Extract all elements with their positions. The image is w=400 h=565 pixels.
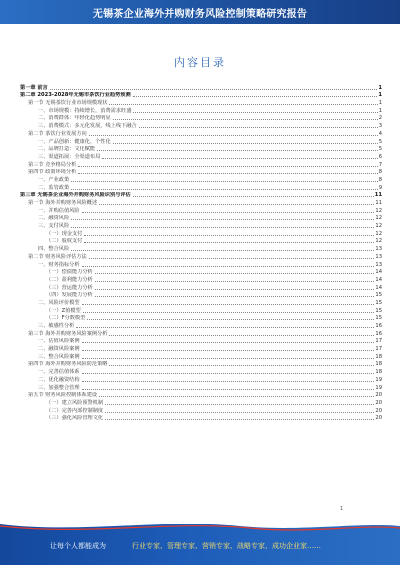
toc-entry[interactable] — [20, 199, 382, 207]
toc-entry-page: 15 — [375, 315, 382, 322]
toc-leader-dots — [78, 166, 377, 167]
toc-leader-dots — [89, 258, 375, 259]
toc-entry[interactable] — [20, 176, 382, 184]
toc-entry[interactable] — [20, 415, 382, 423]
toc-entry[interactable] — [20, 353, 382, 361]
toc-leader-dots — [82, 266, 375, 267]
toc-entry-title: 一、产业政策 — [38, 176, 70, 183]
toc-leader-dots — [109, 104, 377, 105]
toc-entry-page: 17 — [375, 338, 382, 345]
toc-entry-page: 15 — [375, 307, 382, 314]
toc-entry-page: 5 — [378, 146, 382, 153]
toc-leader-dots — [105, 419, 374, 420]
toc-entry[interactable] — [20, 169, 382, 177]
toc-entry-page: 17 — [375, 346, 382, 353]
toc-entry[interactable] — [20, 192, 382, 200]
toc-entry-title: 第二节 财务风险评估方法 — [28, 253, 87, 260]
toc-entry-page: 20 — [375, 415, 382, 422]
toc-entry-page: 19 — [375, 376, 382, 383]
toc-entry-title: （四）发展能力分析 — [46, 292, 93, 299]
toc-entry-title: 三、渠道拓展：全渠道布局 — [38, 153, 101, 160]
toc-leader-dots — [99, 204, 374, 205]
toc-entry[interactable] — [20, 238, 382, 246]
toc-entry-page: 12 — [375, 230, 382, 237]
toc-entry[interactable] — [20, 107, 382, 115]
toc-entry-title: 二、优化融资结构 — [38, 376, 80, 383]
toc-leader-dots — [97, 150, 378, 151]
toc-entry-title: （二）盈利能力分析 — [46, 276, 93, 283]
toc-entry[interactable] — [20, 284, 382, 292]
toc-entry[interactable] — [20, 253, 382, 261]
toc-entry-title: 第四节 海外并购财务风险防范策略 — [28, 361, 108, 368]
toc-entry[interactable] — [20, 361, 382, 369]
toc-leader-dots — [82, 212, 375, 213]
footer-slogan-right: 行业专家、管理专家、营销专家、战略专家、成功企业家…… — [132, 542, 321, 550]
toc-entry-title: （三）营运能力分析 — [46, 284, 93, 291]
toc-entry[interactable] — [20, 130, 382, 138]
toc-entry[interactable] — [20, 392, 382, 400]
toc-entry-title: 二、品牌打造：文化赋能 — [38, 146, 96, 153]
footer-banner — [0, 524, 400, 565]
toc-entry-page: 20 — [375, 392, 382, 399]
toc-entry-page: 1 — [378, 100, 382, 107]
toc-leader-dots — [82, 304, 375, 305]
toc-leader-dots — [71, 181, 378, 182]
toc-entry-title: 二、消费群体：年轻化趋势明显 — [38, 115, 111, 122]
toc-entry-page: 6 — [378, 153, 382, 160]
toc-entry-title: 二、风险评价模型 — [38, 299, 80, 306]
toc-entry[interactable] — [20, 161, 382, 169]
toc-entry[interactable] — [20, 230, 382, 238]
toc-entry-page: 18 — [375, 353, 382, 360]
toc-entry[interactable] — [20, 292, 382, 300]
toc-entry[interactable] — [20, 269, 382, 277]
toc-leader-dots — [133, 96, 378, 97]
toc-leader-dots — [133, 196, 374, 197]
toc-leader-dots — [105, 404, 374, 405]
toc-entry[interactable] — [20, 307, 382, 315]
toc-entry-page: 2 — [378, 115, 382, 122]
toc-entry-page: 13 — [375, 253, 382, 260]
toc-leader-dots — [71, 250, 374, 251]
toc-entry[interactable] — [20, 384, 382, 392]
toc-entry-title: 第五节 财务风险控制体系建设 — [28, 392, 98, 399]
toc-entry[interactable] — [20, 92, 382, 100]
toc-entry-page: 14 — [375, 269, 382, 276]
toc-entry-title: （一）偿债能力分析 — [46, 269, 93, 276]
toc-entry-page: 13 — [375, 261, 382, 268]
toc-entry[interactable] — [20, 222, 382, 230]
toc-entry-page: 16 — [375, 330, 382, 337]
toc-entry-page: 7 — [378, 161, 382, 168]
toc-entry-page: 16 — [375, 323, 382, 329]
toc-entry[interactable] — [20, 245, 382, 253]
toc-entry-title: （二）股权支付 — [46, 238, 83, 245]
toc-entry[interactable] — [20, 330, 382, 338]
toc-leader-dots — [95, 289, 375, 290]
toc-entry-title: 三、敏感性分析 — [38, 323, 75, 329]
toc-entry[interactable] — [20, 376, 382, 384]
toc-entry-title: 第一节 无锡茶饮行业市场规模现状 — [28, 100, 108, 107]
toc-entry-page: 12 — [375, 207, 382, 214]
toc-entry-page: 18 — [375, 369, 382, 376]
toc-entry[interactable] — [20, 84, 382, 92]
toc-entry-title: （二）完善内部控制制度 — [46, 407, 104, 414]
toc-entry[interactable] — [20, 399, 382, 407]
toc-entry-page: 20 — [375, 407, 382, 414]
toc-leader-dots — [109, 335, 374, 336]
toc-entry-title: 三、加强整合管理 — [38, 384, 80, 391]
toc-entry[interactable] — [20, 138, 382, 146]
footer-slogan-left: 让每个人都能成为 — [50, 542, 106, 550]
toc-entry-title: 第二节 茶饮行业发展方向 — [28, 130, 87, 137]
toc-leader-dots — [82, 381, 375, 382]
toc-leader-dots — [133, 112, 377, 113]
toc-leader-dots — [50, 89, 378, 90]
toc-entry-title: 三、整合风险案例 — [38, 353, 80, 360]
toc-entry-title: 四、整合风险 — [38, 246, 70, 253]
toc-entry[interactable] — [20, 345, 382, 353]
toc-entry-page: 8 — [378, 169, 382, 176]
toc-entry-title: （一）建立风险预警机制 — [46, 399, 104, 406]
toc-leader-dots — [71, 227, 374, 228]
toc-entry-page: 12 — [375, 223, 382, 230]
toc-leader-dots — [71, 189, 378, 190]
toc-leader-dots — [102, 158, 377, 159]
toc-entry-page: 1 — [378, 107, 382, 114]
toc-entry[interactable] — [20, 99, 382, 107]
toc-leader-dots — [83, 312, 375, 313]
toc-entry[interactable] — [20, 299, 382, 307]
toc-entry-page: 12 — [375, 215, 382, 222]
toc-entry-title: 第一章 前言 — [20, 84, 48, 91]
toc-entry[interactable] — [20, 407, 382, 415]
toc-entry-title: （一）Z值模型 — [46, 307, 81, 314]
toc-entry-title: 第四节 政策环境分析 — [28, 169, 77, 176]
toc-entry-page: 13 — [375, 246, 382, 253]
toc-leader-dots — [82, 373, 375, 374]
toc-entry-page: 11 — [375, 200, 382, 206]
toc-entry-page: 19 — [375, 384, 382, 391]
toc-entry[interactable] — [20, 368, 382, 376]
toc-entry[interactable] — [20, 322, 382, 330]
toc-entry[interactable] — [20, 338, 382, 346]
toc-entry-page: 18 — [375, 361, 382, 368]
toc-entry-page: 5 — [378, 138, 382, 145]
toc-entry-title: 第三节 竞争格局分析 — [28, 161, 77, 168]
toc-entry-page: 15 — [375, 299, 382, 306]
toc-entry[interactable] — [20, 276, 382, 284]
toc-entry-title: 第二章 2023-2028年无锡市茶饮行业趋势预测 — [20, 92, 131, 99]
toc-leader-dots — [95, 296, 375, 297]
toc-entry[interactable] — [20, 184, 382, 192]
toc-entry-title: 二、监管政策 — [38, 184, 70, 191]
toc-entry[interactable] — [20, 146, 382, 154]
toc-leader-dots — [84, 242, 374, 243]
toc-leader-dots — [95, 273, 375, 274]
footer-wave-decoration — [0, 524, 400, 536]
toc-entry-page: 15 — [375, 292, 382, 299]
toc-entry-page: 20 — [375, 399, 382, 406]
toc-leader-dots — [87, 319, 374, 320]
toc-entry-title: 三、支付风险 — [38, 223, 70, 230]
toc-entry-title: 一、财务指标分析 — [38, 261, 80, 268]
toc-entry-page: 8 — [378, 176, 382, 183]
toc-entry[interactable] — [20, 122, 382, 130]
page-title: 内容目录 — [174, 56, 226, 69]
toc-leader-dots — [139, 127, 378, 128]
toc-entry-title: 一、市场规模：持续增长，消费需求旺盛 — [38, 107, 132, 114]
toc-leader-dots — [109, 365, 374, 366]
toc-entry-page: 14 — [375, 276, 382, 283]
page-number: 1 — [340, 506, 344, 512]
toc-entry-page: 4 — [378, 130, 382, 137]
toc-leader-dots — [95, 281, 375, 282]
toc-entry-page: 3 — [378, 123, 382, 130]
toc-entry-page: 12 — [375, 238, 382, 245]
toc-entry-title: 第三章 无锡茶企业海外并购财务风险识别与评估 — [20, 192, 131, 199]
toc-entry-title: 二、融资风险案例 — [38, 346, 80, 353]
toc-leader-dots — [113, 143, 378, 144]
toc-entry-title: 第一节 海外并购财务风险概述 — [28, 200, 98, 206]
toc-entry[interactable] — [20, 215, 382, 223]
toc-entry[interactable] — [20, 115, 382, 123]
toc-entry-title: 第三节 海外并购财务风险案例分析 — [28, 330, 108, 337]
toc-entry[interactable] — [20, 153, 382, 161]
toc-entry-page: 11 — [374, 192, 382, 199]
toc-leader-dots — [82, 342, 375, 343]
toc-entry-page: 14 — [375, 284, 382, 291]
toc-leader-dots — [99, 396, 374, 397]
toc-entry-title: 二、融资风险 — [38, 215, 70, 222]
toc-leader-dots — [71, 219, 374, 220]
toc-leader-dots — [82, 358, 375, 359]
report-title: 无锡茶企业海外并购财务风险控制策略研究报告 — [92, 8, 308, 20]
toc-entry-title: 三、消费模式：多元化发展，线上线下融合 — [38, 123, 137, 130]
toc-entry-title: （一）现金支付 — [46, 230, 83, 237]
toc-entry-title: 一、完善估值体系 — [38, 369, 80, 376]
toc-entry-title: 一、估值风险案例 — [38, 338, 80, 345]
toc-leader-dots — [89, 135, 378, 136]
toc-entry-title: （三）强化风险管理文化 — [46, 415, 104, 422]
toc-entry-title: 一、并购估值风险 — [38, 207, 80, 214]
toc-leader-dots — [105, 412, 374, 413]
toc-leader-dots — [82, 389, 375, 390]
report-header-bar — [0, 0, 400, 24]
toc-leader-dots — [113, 119, 378, 120]
toc-entry[interactable] — [20, 207, 382, 215]
toc-leader-dots — [84, 235, 374, 236]
toc-entry-page: 1 — [378, 84, 382, 91]
table-of-contents — [20, 84, 382, 422]
toc-entry-page: 1 — [378, 92, 382, 99]
toc-leader-dots — [78, 173, 377, 174]
toc-entry-title: 一、产品创新：健康化、个性化 — [38, 138, 111, 145]
toc-leader-dots — [82, 350, 375, 351]
toc-entry[interactable] — [20, 315, 382, 323]
toc-leader-dots — [76, 327, 374, 328]
toc-entry-title: （二）F分数模型 — [46, 315, 86, 322]
toc-entry[interactable] — [20, 261, 382, 269]
toc-entry-page: 9 — [378, 184, 382, 191]
